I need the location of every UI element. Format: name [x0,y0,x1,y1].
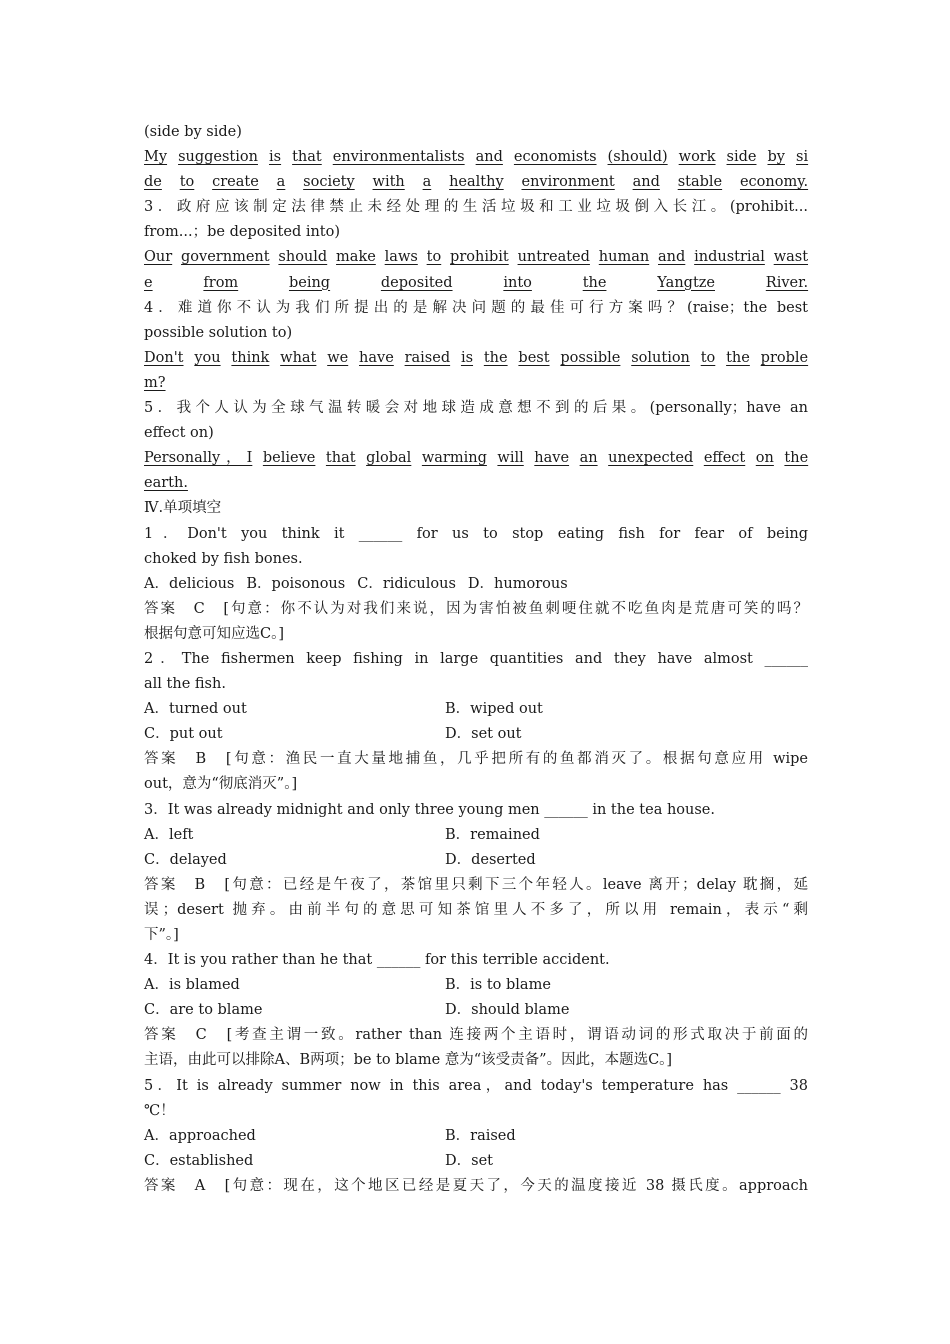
answer-word: healthy [449,174,504,191]
mcq3-answer-line-1: 答案 B [句意：已经是午夜了，茶馆里只剩下三个年轻人。leave 离开；delay 耽搁，延 [144,876,808,893]
mcq3-options-row-2 [144,848,808,873]
answer-word: create [212,174,259,191]
option-d: D．set [445,1152,493,1169]
q3-answer-line-2 [144,271,808,296]
answer-word: solution [631,349,690,366]
answer-word: raised [404,349,451,366]
option-d: D．should blame [445,1002,570,1019]
answer-word: you [194,349,221,366]
mcq2-answer-line-1: 答案 B [句意：渔民一直大量地捕鱼，几乎把所有的鱼都消灭了。根据句意应用 wipe [144,751,808,768]
answer-word: wast [773,249,809,266]
mcq2-question-line-1: 2．The fishermen keep fishing in large quantities and they have almost ______ [144,650,808,667]
answer-word: government [181,249,270,266]
mcq3-answer-line-3: 下”。] [144,927,179,943]
answer-word: the [582,274,607,291]
document-page [144,120,808,1199]
answer-word: have [359,349,394,366]
mcq2-answer-line-2: out，意为“彻底消灭”。] [144,776,298,793]
q4-prompt-line-1: 4．难道你不认为我们所提出的是解决问题的最佳可行方案吗？(raise；the best [144,299,808,316]
option-d: D．deserted [445,851,536,868]
answer-word: society [303,174,355,191]
answer-word: to [179,174,195,191]
mcq3-answer-line-2: 误；desert 抛弃。由前半句的意思可知茶馆里人不多了，所以用 remain，表示“剩 [144,901,808,918]
mcq4-options-row-1 [144,973,808,998]
mcq1-question-line-2: choked by fish bones. [144,550,303,567]
answer-word: m? [144,374,166,391]
answer-word: si [796,149,809,166]
answer-word: de [144,174,162,191]
q2-answer-line-1 [144,145,808,170]
option-a: A．is blamed [144,977,240,994]
option-a: A．left [144,826,194,843]
answer-word: Yangtze [657,274,715,291]
answer-word: that [292,149,322,166]
answer-word: work [678,149,716,166]
answer-word: what [280,349,317,366]
option-b: B．wiped out [445,701,543,718]
mcq5-question-line-2: ℃！ [144,1102,175,1119]
mcq5-question-line-1: 5．It is already summer now in this area，and today's temperature has ______ 38 [144,1077,808,1094]
answer-word: by [767,149,785,166]
answer-word: stable [677,174,723,191]
answer-word: a [422,174,432,191]
mcq1-answer-line-2: 根据句意可知应选C。] [144,625,285,642]
mcq2-question-line-2: all the fish. [144,676,226,693]
answer-word: make [336,249,376,266]
answer-word: Don't [144,349,184,366]
answer-word: into [503,274,532,291]
answer-word: effect [703,450,746,467]
answer-word: industrial [694,249,765,266]
answer-word: on [755,450,774,467]
option-a: A．approached [144,1127,256,1144]
option-b: B．is to blame [445,977,551,994]
answer-word: and [632,174,660,191]
q5-prompt-line-1: 5．我个人认为全球气温转暖会对地球造成意想不到的后果。(personally；have an [144,400,808,417]
answer-word: and [475,149,503,166]
answer-word: best [518,349,550,366]
answer-word: warming [421,450,487,467]
section-heading: Ⅳ.单项填空 [144,500,222,517]
answer-word: with [372,174,405,191]
answer-word: side [726,149,757,166]
answer-word: (should) [607,149,668,166]
option-d: D．humorous [467,575,568,592]
answer-word: believe [262,450,316,467]
option-d: D．set out [445,726,522,743]
mcq4-question-line-1: 4．It is you rather than he that ______ for this terrible accident. [144,952,610,969]
mcq1-question-line-1: 1．Don't you think it ______ for us to stop eating fish for fear of being [144,525,808,542]
answer-word: that [325,450,356,467]
answer-word: untreated [517,249,590,266]
answer-word: is [460,349,474,366]
answer-word: unexpected [608,450,694,467]
mcq2-options-row-1 [144,697,808,722]
option-c: C．ridiculous [357,575,456,592]
answer-word: possible [560,349,621,366]
option-c: C．delayed [144,851,227,868]
mcq4-answer-line-2: 主语，由此可以排除A、B两项；be to blame 意为“该受责备”。因此，本题选C。] [144,1052,673,1069]
mcq1-options [144,572,808,597]
q2-hint: (side by side) [144,124,242,140]
answer-word: will [497,450,524,467]
answer-word: prohibit [450,249,509,266]
answer-word: e [144,274,153,291]
answer-word: a [276,174,286,191]
mcq3-options-row-1 [144,823,808,848]
mcq5-answer-line-1: 答案 A [句意：现在，这个地区已经是夏天了，今天的温度接近 38 摄氏度。approach [144,1177,808,1194]
q4-answer-line-1 [144,346,808,371]
answer-word: My [144,149,168,166]
answer-word: have [534,450,570,467]
q5-prompt-line-2: effect on) [144,425,214,442]
option-b: B．poisonous [246,575,346,592]
mcq4-options-row-2 [144,998,808,1023]
answer-word: to [700,349,716,366]
option-c: C．put out [144,726,223,743]
answer-word: global [366,450,412,467]
mcq5-options-row-1 [144,1124,808,1149]
option-b: B．remained [445,826,540,843]
q3-prompt-line-2: from...；be deposited into) [144,224,341,241]
answer-word: proble [760,349,809,366]
option-b: B．raised [445,1127,516,1144]
mcq1-answer-line-1: 答案 C [句意：你不认为对我们来说，因为害怕被鱼刺哽住就不吃鱼肉是荒唐可笑的吗？ [144,600,808,617]
answer-word: suggestion [178,149,258,166]
q5-answer-line-1 [144,446,808,471]
answer-word: the [483,349,508,366]
q3-answer-line-1 [144,245,808,270]
answer-word: earth. [144,475,188,492]
answer-word: think [231,349,270,366]
q3-prompt-line-1: 3．政府应该制定法律禁止未经处理的生活垃圾和工业垃圾倒入长江。(prohibit... [144,199,808,216]
answer-word: human [598,249,650,266]
answer-word: we [327,349,349,366]
option-c: C．are to blame [144,1002,263,1019]
mcq4-answer-line-1: 答案 C [考查主谓一致。rather than 连接两个主语时，谓语动词的形式取决于前面的 [144,1027,808,1044]
q2-answer-line-2 [144,170,808,195]
answer-word: being [288,274,331,291]
answer-word: River. [765,274,809,291]
answer-word: and [658,249,686,266]
option-c: C．established [144,1152,254,1169]
answer-word: Our [144,249,173,266]
answer-word: the [726,349,750,366]
answer-word: is [268,149,282,166]
q4-prompt-line-2: possible solution to) [144,324,293,341]
answer-word: environmentalists [332,149,465,166]
mcq5-options-row-2 [144,1149,808,1174]
answer-word: economists [513,149,597,166]
mcq2-options-row-2 [144,722,808,747]
q4-answer-line-2 [144,371,808,396]
mcq3-question-line-1: 3．It was already midnight and only three young men ______ in the tea house. [144,801,715,818]
q5-answer-line-2 [144,471,808,496]
answer-word: from [203,274,239,291]
option-a: A．delicious [144,575,235,592]
answer-word: an [579,450,598,467]
answer-word: environment [521,174,615,191]
answer-word: laws [384,249,418,266]
answer-word: deposited [380,274,453,291]
option-a: A．turned out [144,701,247,718]
answer-word: economy. [739,174,809,191]
answer-word: to [426,249,442,266]
answer-word: the [784,450,809,467]
answer-word: should [278,249,328,266]
answer-word: Personally，I [144,450,253,467]
